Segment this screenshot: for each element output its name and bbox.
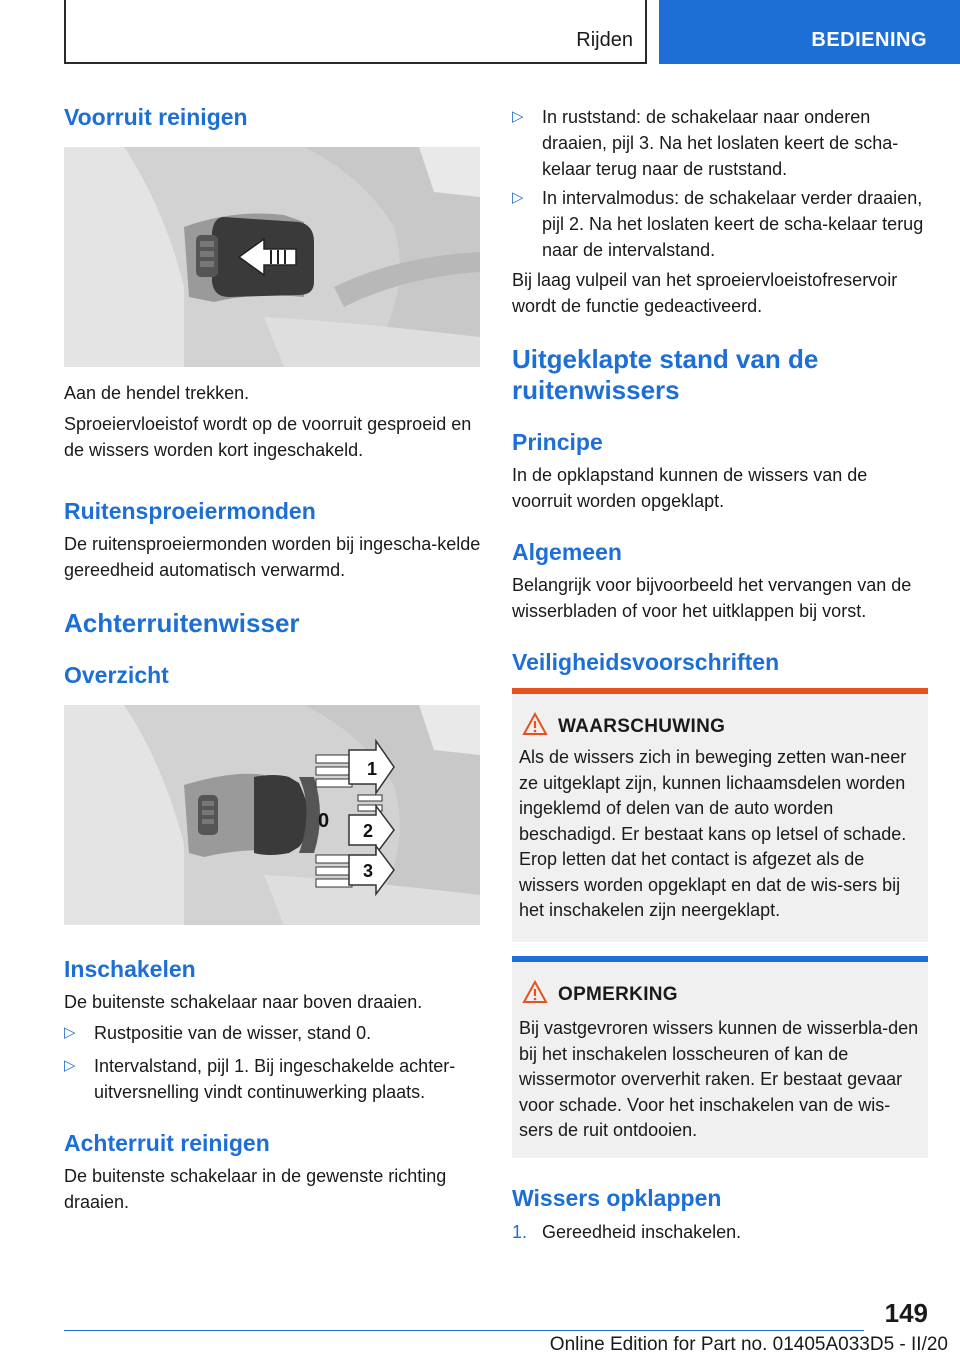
header-section-label: Rijden: [576, 29, 633, 51]
heading-veiligheidsvoorschriften: Veiligheidsvoorschriften: [512, 649, 780, 675]
wiper-lever-pull-illustration: [64, 147, 480, 367]
warning-text: Als de wissers zich in beweging zetten wan-neer ze uitgeklapt zijn, kunnen lichaamsdelen worden ingeklemd of delen van de auto worden beschadigd. Er bestaat kans op letsel of schade. Erop letten dat het contact is afgezet als de wissers worden opgeklapt en dat de wis-sers bij het inschakelen zijn neergeklapt.: [519, 747, 907, 920]
figure-label-2: 2: [363, 821, 374, 841]
bullet-triangle-icon: ▷: [512, 108, 524, 125]
text-turn-switch-up: De buitenste schakelaar naar boven draaien.: [64, 992, 423, 1012]
bullet-triangle-icon: ▷: [64, 1057, 76, 1074]
header-chapter-label: BEDIENING: [811, 29, 927, 51]
page-number: 149: [884, 1298, 928, 1328]
list-item: ▷ In ruststand: de schakelaar naar onderen draaien, pijl 3. Na het loslaten keert de scha-kelaar terug naar de ruststand.: [512, 104, 934, 182]
heading-achterruit-reinigen: Achterruit reinigen: [64, 1130, 270, 1156]
figure-wiper-lever-pull: [64, 147, 480, 367]
warning-box: [512, 688, 928, 942]
figure-label-3: 3: [363, 861, 374, 881]
footer-divider: [64, 1330, 864, 1331]
list-item: ▷ Intervalstand, pijl 1. Bij ingeschakelde achter-uitversnelling vindt continuwerking plaats.: [64, 1053, 486, 1105]
text-washer-fluid-sprayed: Sproeiervloeistof wordt op de voorruit gesproeid en de wissers worden kort ingeschakeld.: [64, 414, 472, 460]
list-item: ▷ Rustpositie van de wisser, stand 0.: [64, 1020, 486, 1046]
text-nozzles-heated: De ruitensproeiermonden worden bij ingescha-kelde gereedheid automatisch verwarmd.: [64, 534, 481, 580]
figure-rear-wiper-switch: [64, 705, 480, 925]
warning-triangle-icon: [522, 712, 548, 736]
text-low-fluid-level: Bij laag vulpeil van het sproeiervloeistofreservoir wordt de functie gedeactiveerd.: [512, 270, 898, 316]
text-principe: In de opklapstand kunnen de wissers van de voorruit worden opgeklapt.: [512, 465, 868, 511]
heading-algemeen: Algemeen: [512, 539, 622, 565]
figure-label-1: 1: [367, 759, 378, 779]
heading-achterruitenwisser: Achterruitenwisser: [64, 608, 300, 638]
notice-title: OPMERKING: [558, 984, 678, 1005]
bullet-triangle-icon: ▷: [512, 189, 524, 206]
bullet-triangle-icon: ▷: [64, 1024, 76, 1041]
heading-inschakelen: Inschakelen: [64, 956, 196, 982]
header-section-box: [64, 0, 647, 64]
footer-edition: Online Edition for Part no. 01405A033D5 - II/20: [549, 1334, 948, 1355]
text-turn-switch-direction: De buitenste schakelaar in de gewenste richting draaien.: [64, 1166, 447, 1212]
notice-box: [512, 956, 928, 1158]
caution-triangle-icon: [522, 980, 548, 1004]
heading-ruitensproeiermonden: Ruitensproeiermonden: [64, 498, 316, 524]
notice-text: Bij vastgevroren wissers kunnen de wisserbla-den bij het inschakelen losscheuren of kan de wissermotor oververhit raken. Er bestaat gevaar voor schade. Voor het inschakelen van de wis-sers de ruit ontdooien.: [519, 1018, 919, 1140]
heading-overzicht: Overzicht: [64, 662, 169, 688]
heading-uitgeklapte-stand: Uitgeklapte stand van de ruitenwissers: [512, 344, 819, 405]
rear-wiper-switch-illustration: [64, 705, 480, 925]
list-item: 1. Gereedheid inschakelen.: [512, 1219, 934, 1245]
figure-label-0: 0: [318, 810, 330, 832]
text-algemeen: Belangrijk voor bijvoorbeeld het vervangen van de wisserbladen of voor het uitklappen bij vorst.: [512, 575, 912, 621]
list-item: ▷ In intervalmodus: de schakelaar verder draaien, pijl 2. Na het loslaten keert de scha-kelaar terug naar de intervalstand.: [512, 185, 934, 263]
notice-color-bar: [512, 956, 928, 962]
text-pull-lever: Aan de hendel trekken.: [64, 383, 250, 403]
warning-title: WAARSCHUWING: [558, 716, 726, 737]
warning-color-bar: [512, 688, 928, 694]
heading-voorruit-reinigen: Voorruit reinigen: [64, 104, 248, 130]
header-chapter-tab: [659, 0, 960, 64]
heading-wissers-opklappen: Wissers opklappen: [512, 1185, 722, 1211]
step-number: 1.: [512, 1222, 528, 1242]
heading-principe: Principe: [512, 429, 603, 455]
